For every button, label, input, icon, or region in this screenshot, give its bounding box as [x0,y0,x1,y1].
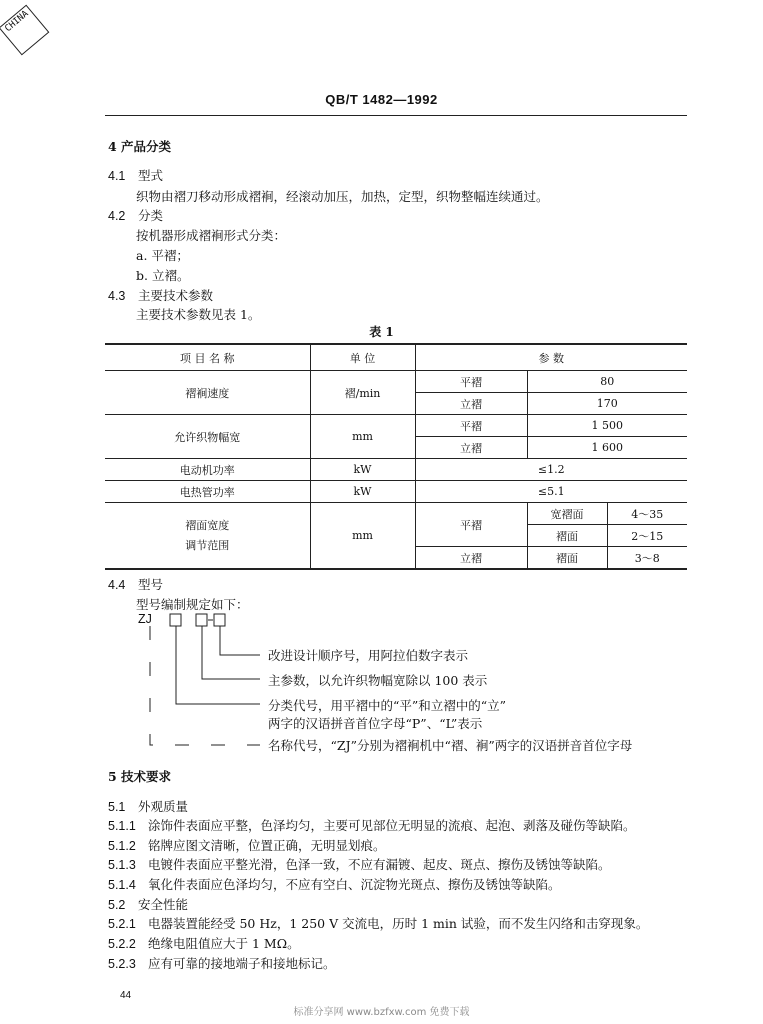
header-unit: 单 位 [310,344,415,371]
section-4-4-heading [108,575,163,593]
leader-label-2: 主参数，以允许织物幅宽除以 100 表示 [268,673,488,688]
cell-value: 3～8 [607,547,687,570]
section-number: 4.2 [108,209,126,223]
table-row [105,481,687,503]
cell-subtype: 宽褶面 [527,503,607,525]
section-number: 4.3 [108,289,126,303]
watermark: 标准分享网 www.bzfxw.com 免费下载 [293,1007,470,1018]
clause-5-2-1 [108,914,648,932]
cell-value: 4～35 [607,503,687,525]
cell-value: ≤1.2 [415,459,687,481]
clause-number: 5.1.3 [108,858,136,872]
clause-number: 5.2.3 [108,957,136,971]
section-5-1-heading [108,797,188,815]
cell-value: 1 500 [527,415,687,437]
cell-item: 电动机功率 [105,459,310,481]
leader-label-4: 名称代号，“ZJ”分别为褶裥机中“褶、裥”两字的汉语拼音首位字母 [268,738,633,753]
leader-2 [202,626,260,679]
clause-number: 5.1.2 [108,839,136,853]
section-number: 5.1 [108,800,126,814]
parameter-table [105,343,687,570]
table-row [105,371,687,393]
cell-type: 立褶 [415,393,527,415]
section-number: 4.4 [108,578,126,592]
cell-type: 立褶 [415,547,527,570]
cell-item: 褶裥速度 [105,371,310,415]
section-title: 分类 [138,208,164,223]
header-parameter: 参 数 [415,344,687,371]
standard-code: QB/T 1482—1992 [325,92,438,107]
code-box-1 [170,614,181,626]
clause-text: 涂饰件表面应平整，色泽均匀，主要可见部位无明显的流痕、起泡、剥落及碰伤等缺陷。 [148,818,636,833]
page-number: 44 [120,990,132,1001]
cell-item [105,503,310,570]
cell-unit: kW [310,481,415,503]
header-rule [105,115,687,116]
leader-label-1: 改进设计顺序号，用阿拉伯数字表示 [268,648,469,663]
leader-1 [220,626,260,655]
leader-4 [150,626,260,745]
list-item-b: b. 立褶。 [136,268,190,283]
cell-type: 平褶 [415,503,527,547]
clause-text: 应有可靠的接地端子和接地标记。 [148,956,336,971]
section-4-2-heading [108,206,163,224]
section-4-3-text: 主要技术参数见表 1。 [136,307,261,322]
clause-text: 铭牌应图文清晰，位置正确，无明显划痕。 [148,838,386,853]
clause-number: 5.2.1 [108,917,136,931]
cell-subtype: 褶面 [527,525,607,547]
section-4-3-heading [108,286,213,304]
section-title: 外观质量 [138,799,189,814]
cell-unit: kW [310,459,415,481]
section-title: 型号 [138,577,164,592]
cell-value: 2～15 [607,525,687,547]
section-number: 4.1 [108,169,126,183]
china-stamp: CHINA [0,5,49,56]
clause-text: 电器装置能经受 50 Hz，1 250 V 交流电，历时 1 min 试验，而不发生闪络和击穿现象。 [148,916,649,931]
table-row [105,503,687,525]
table-header-row [105,344,687,371]
code-box-3 [214,614,225,626]
clause-text: 电镀件表面应平整光滑，色泽一致，不应有漏镀、起皮、斑点、擦伤及锈蚀等缺陷。 [148,857,611,872]
section-number: 5.2 [108,898,126,912]
cell-item: 允许织物幅宽 [105,415,310,459]
section-4-1-heading [108,166,163,184]
table-caption: 表 1 [369,325,394,339]
cell-item: 电热管功率 [105,481,310,503]
clause-text: 绝缘电阻值应大于 1 MΩ。 [148,936,300,951]
cell-subtype: 褶面 [527,547,607,570]
header-item: 项 目 名 称 [105,344,310,371]
clause-5-2-2 [108,934,300,952]
section-title: 安全性能 [138,897,189,912]
table-row [105,415,687,437]
leader-label-3a: 分类代号，用平褶中的“平”和立褶中的“立” [268,698,507,713]
section-4-title: 4 产品分类 [108,139,172,154]
cell-value: 1 600 [527,437,687,459]
table-row [105,459,687,481]
cell-value: 80 [527,371,687,393]
model-prefix: ZJ [138,612,152,626]
cell-type: 平褶 [415,415,527,437]
section-5-2-heading [108,895,188,913]
section-title: 型式 [138,168,164,183]
cell-type: 平褶 [415,371,527,393]
cell-unit: mm [310,503,415,570]
clause-5-1-2 [108,836,386,854]
cell-item-line: 褶面宽度 [185,518,230,532]
section-4-4-text: 型号编制规定如下： [136,597,249,612]
diagram-leader-lines [140,612,260,752]
clause-5-1-3 [108,855,611,873]
section-4-1-text: 织物由褶刀移动形成褶裥，经滚动加压，加热，定型，织物整幅连续通过。 [136,189,549,204]
section-4-2-text: 按机器形成褶裥形式分类： [136,228,287,243]
code-box-2 [196,614,207,626]
clause-5-1-4 [108,875,561,893]
section-title: 主要技术参数 [138,288,214,303]
leader-label-3b: 两字的汉语拼音首位字母“P”、“L”表示 [268,716,483,731]
cell-value: ≤5.1 [415,481,687,503]
section-5-title: 5 技术要求 [108,769,172,784]
clause-number: 5.1.1 [108,819,136,833]
clause-5-2-3 [108,954,336,972]
cell-unit: mm [310,415,415,459]
cell-unit: 褶/min [310,371,415,415]
leader-3 [176,626,260,704]
clause-number: 5.1.4 [108,878,136,892]
cell-type: 立褶 [415,437,527,459]
clause-5-1-1 [108,816,636,834]
clause-number: 5.2.2 [108,937,136,951]
cell-value: 170 [527,393,687,415]
clause-text: 氧化件表面应色泽均匀，不应有空白、沉淀物光斑点、擦伤及锈蚀等缺陷。 [148,877,561,892]
cell-item-line: 调节范围 [185,538,230,552]
list-item-a: a. 平褶； [136,248,189,263]
